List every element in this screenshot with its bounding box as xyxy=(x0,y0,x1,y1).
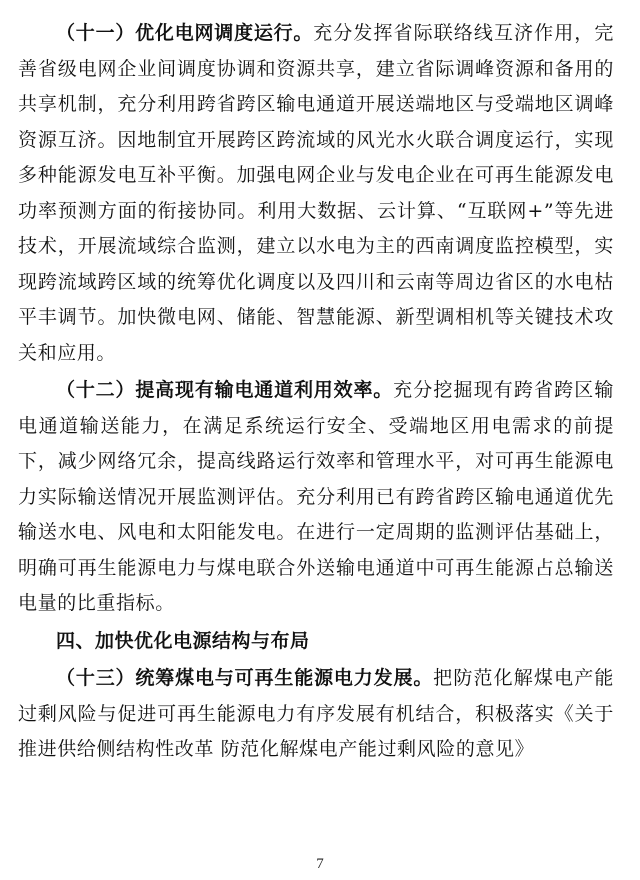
paragraph-item-13 xyxy=(18,661,614,768)
paragraph-number: （十三） xyxy=(56,667,136,689)
paragraph-number: （十一） xyxy=(56,22,136,44)
paragraph-item-12 xyxy=(18,373,614,622)
page-number: 7 xyxy=(316,856,324,872)
paragraph-lead: 提高现有输电通道利用效率。 xyxy=(135,379,394,401)
section-heading: 四、加快优化电源结构与布局 xyxy=(56,629,310,652)
paragraph-body: 充分发挥省际联络线互济作用，完善省级电网企业间调度协调和资源共享，建立省际调峰资源和备用的共享机制，充分利用跨省跨区输电通道开展送端地区与受端地区调峰资源互济。因地制宜开展跨区跨流域的风光水火联合调度运行，实现多种能源发电互补平衡。加强电网企业与发电企业在可再生能源发电功率预测方面的衔接协同。利用大数据、云计算、“互联网+”等先进技术，开展流域综合监测，建立以水电为主的西南调度监控模型，实现跨流域跨区域的统筹优化调度以及四川和云南等周边省区的水电枯平丰调节。加快微电网、储能、智慧能源、新型调相机等关键技术攻关和应用。 xyxy=(18,22,614,364)
paragraph-lead: 统筹煤电与可再生能源电力发展。 xyxy=(135,667,434,689)
paragraph-body: 把防范化解煤电产能过剩风险与促进可再生能源电力有序发展有机结合，积极落实《关于推进供给侧结构性改革 防范化解煤电产能过剩风险的意见》 xyxy=(18,667,614,760)
paragraph-number: （十二） xyxy=(56,379,136,401)
document-page xyxy=(18,16,614,770)
paragraph-lead: 优化电网调度运行。 xyxy=(135,22,314,44)
paragraph-item-11 xyxy=(18,16,614,371)
paragraph-body: 充分挖掘现有跨省跨区输电通道输送能力，在满足系统运行安全、受端地区用电需求的前提下，减少网络冗余，提高线路运行效率和管理水平，对可再生能源电力实际输送情况开展监测评估。充分利用已有跨省跨区输电通道优先输送水电、风电和太阳能发电。在进行一定周期的监测评估基础上，明确可再生能源电力与煤电联合外送输电通道中可再生能源占总输送电量的比重指标。 xyxy=(18,379,614,614)
